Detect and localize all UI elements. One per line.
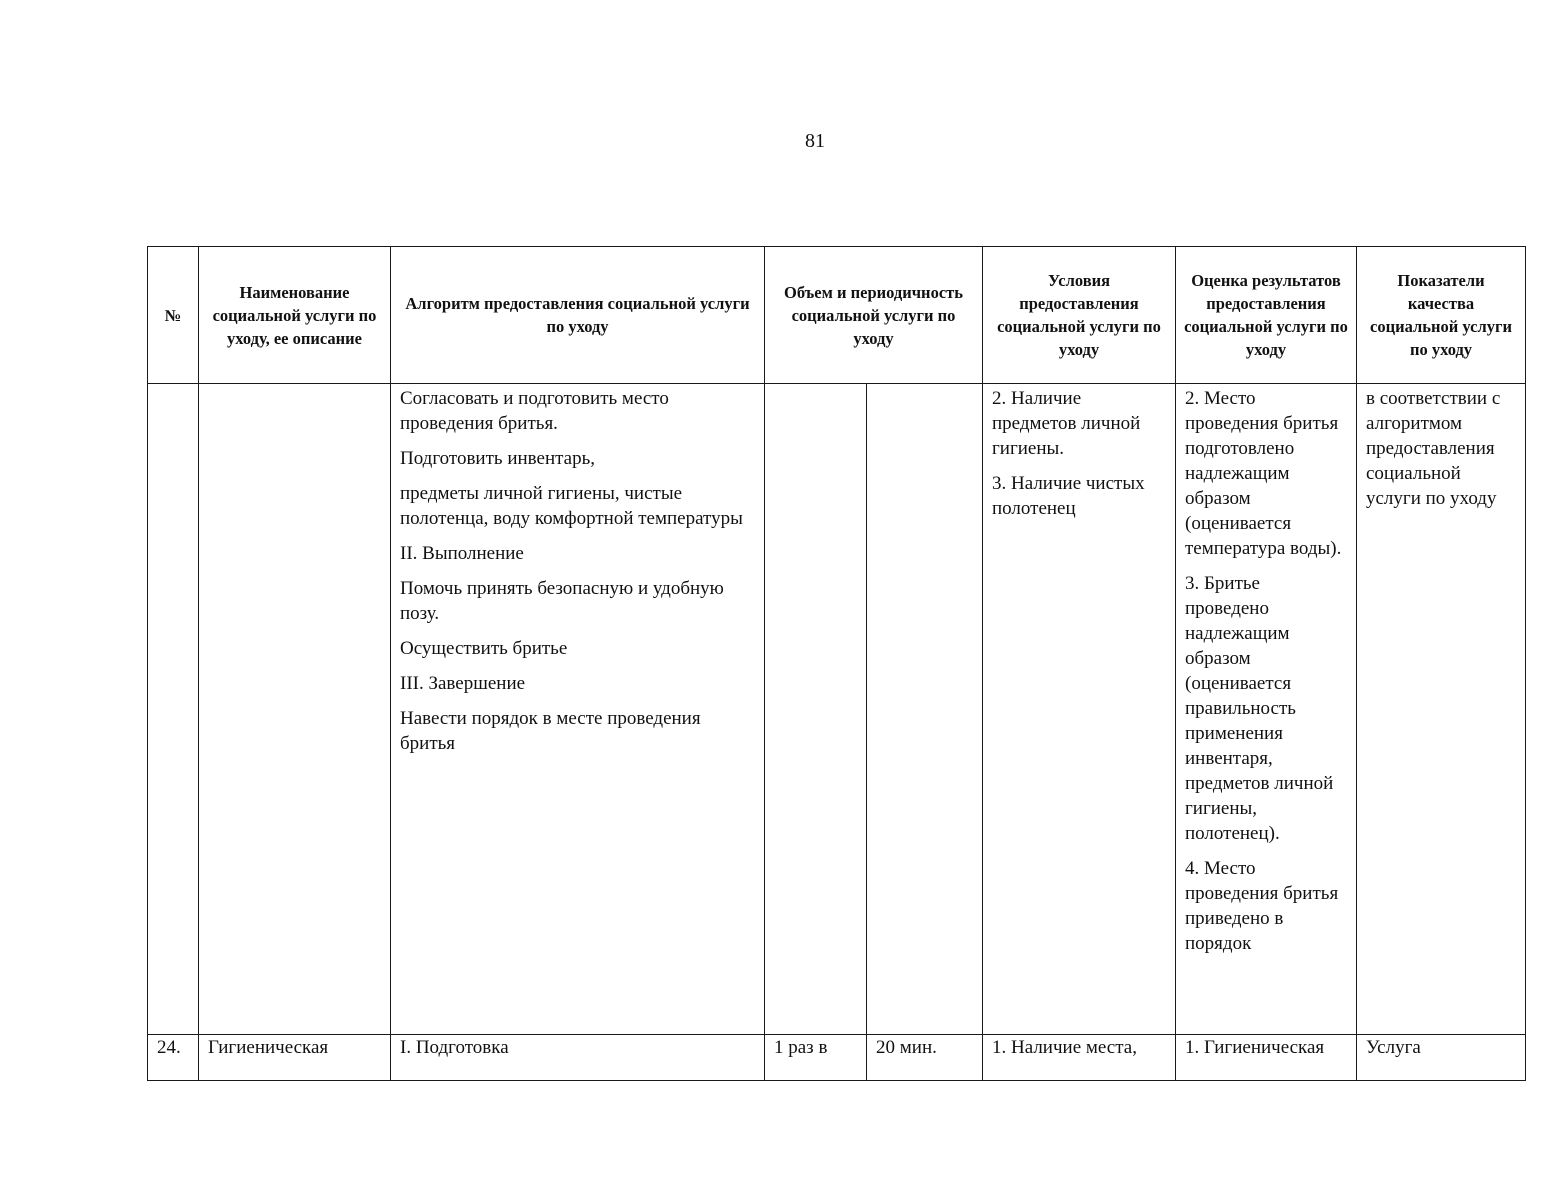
cell-quality: Услуга <box>1357 1035 1526 1081</box>
evaluation-item: 3. Бритье проведено надлежащим образом (оценивается правильность применения инвентаря, предметов личной гигиены, полотенец). <box>1185 573 1334 844</box>
table-row <box>148 384 1526 1035</box>
cell-algorithm <box>391 384 765 1035</box>
cell-algorithm: I. Подготовка <box>391 1035 765 1081</box>
algorithm-step: Навести порядок в месте проведения бритья <box>400 708 701 754</box>
cell-evaluation: 1. Гигиеническая <box>1176 1035 1357 1081</box>
cell-service-name <box>199 384 391 1035</box>
cell-volume-duration: 20 мин. <box>867 1035 983 1081</box>
algorithm-step: Помочь принять безопасную и удобную позу. <box>400 578 724 624</box>
header-conditions: Условия предоставления социальной услуги по уходу <box>983 247 1176 384</box>
table-row <box>148 1035 1526 1081</box>
header-quality: Показатели качества социальной услуги по уходу <box>1357 247 1526 384</box>
condition-item: 2. Наличие предметов личной гигиены. <box>992 388 1141 459</box>
cell-conditions: 1. Наличие места, <box>983 1035 1176 1081</box>
evaluation-item: 4. Место проведения бритья приведено в порядок <box>1185 858 1339 954</box>
page-number: 81 <box>805 130 825 152</box>
cell-service-name: Гигиеническая <box>199 1035 391 1081</box>
header-algorithm: Алгоритм предоставления социальной услуги по уходу <box>391 247 765 384</box>
header-volume: Объем и периодичность социальной услуги по уходу <box>765 247 983 384</box>
cell-number: 24. <box>148 1035 199 1081</box>
algorithm-step: Осуществить бритье <box>400 638 568 659</box>
cell-volume-duration <box>867 384 983 1035</box>
algorithm-step: III. Завершение <box>400 673 526 694</box>
cell-quality: в соответствии с алгоритмом предоставления социальной услуги по уходу <box>1357 384 1526 1035</box>
evaluation-item: 2. Место проведения бритья подготовлено надлежащим образом (оценивается температура воды). <box>1185 388 1342 559</box>
header-number: № <box>148 247 199 384</box>
condition-item: 3. Наличие чистых полотенец <box>992 473 1145 519</box>
algorithm-step: предметы личной гигиены, чистые полотенца, воду комфортной температуры <box>400 483 743 529</box>
services-table <box>147 246 1526 1081</box>
cell-volume-frequency <box>765 384 867 1035</box>
algorithm-step: II. Выполнение <box>400 543 524 564</box>
cell-number <box>148 384 199 1035</box>
header-row <box>148 247 1526 384</box>
algorithm-step: Подготовить инвентарь, <box>400 448 596 469</box>
cell-evaluation <box>1176 384 1357 1035</box>
algorithm-step: Согласовать и подготовить место проведения бритья. <box>400 388 669 434</box>
cell-volume-frequency: 1 раз в <box>765 1035 867 1081</box>
header-service-name: Наименование социальной услуги по уходу, ее описание <box>199 247 391 384</box>
cell-conditions <box>983 384 1176 1035</box>
header-evaluation: Оценка результатов предоставления социальной услуги по уходу <box>1176 247 1357 384</box>
